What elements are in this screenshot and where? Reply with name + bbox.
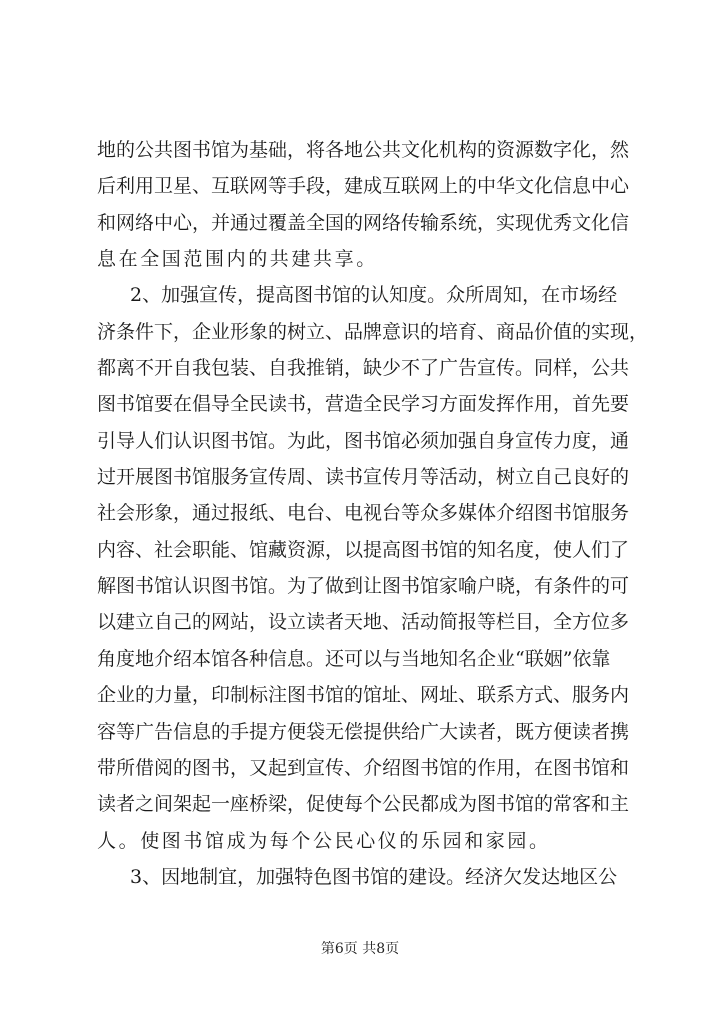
- text-line: 地的公共图书馆为基础，将各地公共文化机构的资源数字化，然: [97, 139, 630, 161]
- text-line: 内容、社会职能、馆藏资源，以提高图书馆的知名度，使人们了: [97, 538, 630, 561]
- text-line: 图书馆要在倡导全民读书，营造全民学习方面发挥作用，首先要: [97, 393, 630, 416]
- text-line: 解图书馆认识图书馆。为了做到让图书馆家喻户晓，有条件的可: [97, 575, 630, 598]
- text-line: 和网络中心，并通过覆盖全国的网络传输系统，实现优秀文化信: [97, 211, 630, 234]
- text-line: 读者之间架起一座桥梁，促使每个公民都成为图书馆的常客和主: [97, 793, 630, 816]
- text-line: 引导人们认识图书馆。为此，图书馆必须加强自身宣传力度，通: [97, 429, 630, 452]
- text-line: 企业的力量，印制标注图书馆的馆址、网址、联系方式、服务内: [97, 684, 630, 707]
- text-line: 过开展图书馆服务宣传周、读书宣传月等活动，树立自己良好的: [97, 466, 630, 489]
- text-line: 后利用卫星、互联网等手段，建成互联网上的中华文化信息中心: [97, 175, 630, 198]
- text-line: 以建立自己的网站，设立读者天地、活动简报等栏目，全方位多: [97, 611, 630, 634]
- text-line: 角度地介绍本馆各种信息。还可以与当地知名企业“联姻”依靠: [97, 647, 611, 670]
- text-line: 人。使图书馆成为每个公民心仪的乐园和家园。: [97, 829, 551, 852]
- text-line: 济条件下，企业形象的树立、品牌意识的培育、商品价值的实现，: [97, 320, 649, 343]
- text-line: 社会形象，通过报纸、电台、电视台等众多媒体介绍图书馆服务: [97, 502, 630, 525]
- page-number-footer: 第6页 共8页: [320, 941, 400, 957]
- text-line: 2、加强宣传，提高图书馆的认知度。众所周知，在市场经: [130, 284, 618, 307]
- text-line: 带所借阅的图书，又起到宣传、介绍图书馆的作用，在图书馆和: [97, 756, 630, 779]
- text-line: 都离不开自我包装、自我推销，缺少不了广告宣传。同样，公共: [97, 357, 630, 380]
- text-line: 3、因地制宜，加强特色图书馆的建设。经济欠发达地区公: [130, 865, 618, 888]
- text-line: 容等广告信息的手提方便袋无偿提供给广大读者，既方便读者携: [97, 720, 630, 743]
- text-line: 息在全国范围内的共建共享。: [97, 248, 378, 271]
- document-body: [97, 132, 649, 895]
